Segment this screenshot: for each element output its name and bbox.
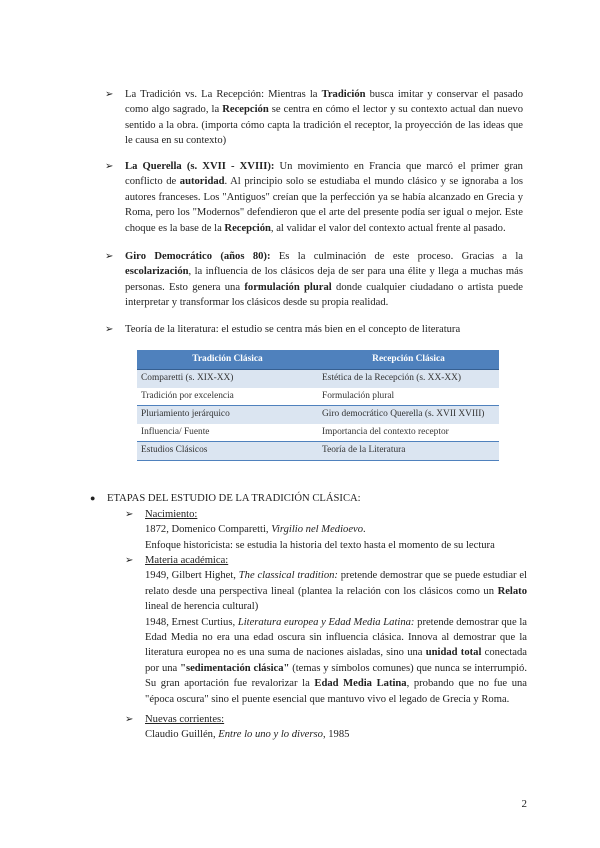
subsection-nacimiento (125, 507, 527, 553)
bold-term: Recepción (224, 222, 271, 234)
text: pretende demostrar que la Edad Media no era una edad oscura sin influencia clásica. Innova al demostrar que la literatura europea no es una suma de naciones aisladas, sino una (145, 616, 527, 659)
bold-term: Tradición (321, 89, 366, 100)
arrow-bullet-icon: ➢ (105, 251, 114, 262)
table-header-cell: Tradición Clásica (137, 350, 318, 370)
table-cell: Giro democrático Querella (s. XVII XVIII) (318, 406, 499, 424)
text: 1949, Gilbert Highet, (145, 570, 239, 582)
text: Claudio Guillén, (145, 729, 219, 741)
subsection-label (145, 507, 527, 522)
section-etapas (90, 491, 527, 506)
table-row (137, 406, 499, 424)
paragraph: Enfoque historicista: se estudia la historia del texto hasta el momento de su lectura (145, 539, 495, 551)
subsection-label (145, 553, 527, 568)
list-item-giro-democratico (105, 249, 524, 311)
arrow-bullet-icon: ➢ (125, 555, 134, 566)
bold-term: escolarización (125, 266, 189, 278)
table-cell: Estética de la Recepción (s. XX-XX) (318, 370, 499, 388)
list-item-tradicion-vs-recepcion (105, 87, 524, 149)
arrow-bullet-icon: ➢ (105, 324, 114, 335)
subsection-materia-academica (125, 553, 528, 707)
bold-term: formulación plural (244, 281, 332, 293)
table-cell: Comparetti (s. XIX-XX) (137, 370, 318, 388)
text: 1948, Ernest Curtius, (145, 616, 238, 628)
text: (temas y símbolos comunes) que nunca se interrumpió. Su gran aportación fue revalorizar la (145, 662, 528, 690)
list-item-querella (105, 159, 523, 236)
bold-term: Relato (497, 585, 527, 597)
table-cell: Teoría de la Literatura (318, 442, 499, 461)
table-cell: Importancia del contexto receptor (318, 424, 499, 442)
subsection-nuevas-corrientes (125, 712, 527, 743)
text: busca imitar y conservar el pasado como algo sagrado, la (125, 89, 523, 116)
round-bullet-icon: ● (90, 493, 96, 503)
italic-title: Literatura europea y Edad Media Latina: (237, 616, 415, 628)
text: conectada por una (145, 647, 527, 674)
bold-term: Edad Media Latina (314, 678, 407, 690)
italic-title: The classical tradition: (238, 570, 338, 582)
paragraph (145, 615, 527, 707)
paragraph (145, 522, 527, 537)
arrow-bullet-icon: ➢ (105, 161, 114, 172)
table-row (137, 424, 499, 442)
text: pretende demostrar que se puede estudiar el relato desde una perspectiva lineal (plantea la relación con los clásicos como un (145, 570, 527, 597)
paragraph (145, 727, 527, 742)
item-title: La Querella (s. XVII - XVIII): (125, 161, 275, 172)
paragraph (125, 159, 523, 236)
table-cell: Pluriamiento jerárquico (137, 406, 318, 424)
bold-term: unidad total (425, 647, 482, 659)
bold-term: Recepción (222, 104, 269, 116)
text: . (363, 524, 366, 536)
table-header-cell: Recepción Clásica (318, 350, 499, 370)
list-item-teoria (105, 322, 523, 337)
paragraph (125, 249, 523, 311)
table-cell: Tradición por excelencia (137, 388, 318, 406)
table-row (137, 442, 499, 461)
underlined-label: Nuevas corrientes: (145, 714, 225, 725)
italic-title: Entre lo uno y lo diverso (218, 729, 323, 741)
text: se centra en cómo el lector y su contexto actual dan nuevo sentido a la obra. (importa cómo capta la tradición el receptor, la proyección de las ideas que le causa en su contexto) (125, 104, 524, 147)
item-title: Giro Democrático (años 80): (125, 251, 271, 262)
italic-title: Virgilio nel Medioevo (271, 524, 364, 536)
text: , probando que no fue una "época oscura" sino el puente esencial que mantuvo vivo el legado de Grecia y Roma. (145, 678, 527, 705)
text: , al validar el valor del contexto actual frente al pasado. (270, 222, 506, 234)
table-row (137, 370, 499, 388)
text: 1872, Domenico Comparetti, (145, 524, 272, 536)
subsection-label (145, 712, 527, 727)
table-cell: Estudios Clásicos (137, 442, 318, 461)
underlined-label: Materia académica: (145, 555, 229, 566)
table-cell: Formulación plural (318, 388, 499, 406)
table-cell: Influencia/ Fuente (137, 424, 318, 442)
text: , la influencia de los clásicos deja de ser para una élite y llega a muchas más personas. Esto genera una (125, 266, 523, 293)
text: La Tradición vs. La Recepción: Mientras la (125, 89, 322, 100)
arrow-bullet-icon: ➢ (125, 509, 134, 520)
page-number: 2 (521, 798, 527, 810)
comparison-table (137, 350, 499, 461)
underlined-label: Nacimiento: (145, 509, 198, 520)
bold-term: autoridad (179, 176, 225, 188)
text: . Al principio solo se estudiaba el mundo clásico y se ignoraba a los autores franceses. Los "Antiguos" creían que la perfección ya se había alcanzado en Grecia y Roma, pero los "Modernos" defendieron que el arte del presente podía ser igual o mejor. Este choque es la base de la (125, 176, 523, 234)
text: Es la culminación de este proceso. Gracias a la (270, 251, 523, 262)
table-header-row (137, 350, 499, 370)
bold-term: "sedimentación clásica" (180, 662, 290, 674)
text: lineal de herencia cultural) (145, 601, 259, 613)
text: donde cualquier ciudadano o artista puede interpretar y transformar los clásicos desde su propia realidad. (125, 281, 524, 309)
paragraph (145, 568, 527, 614)
arrow-bullet-icon: ➢ (105, 89, 114, 100)
text: Un movimiento en Francia que marcó el primer gran conflicto de (125, 161, 523, 188)
text: , 1985 (322, 729, 350, 741)
arrow-bullet-icon: ➢ (125, 714, 134, 725)
paragraph (125, 87, 523, 149)
section-title: ETAPAS DEL ESTUDIO DE LA TRADICIÓN CLÁSICA: (107, 493, 361, 504)
paragraph: Teoría de la literatura: el estudio se centra más bien en el concepto de literatura (125, 324, 461, 335)
table-row (137, 388, 499, 406)
